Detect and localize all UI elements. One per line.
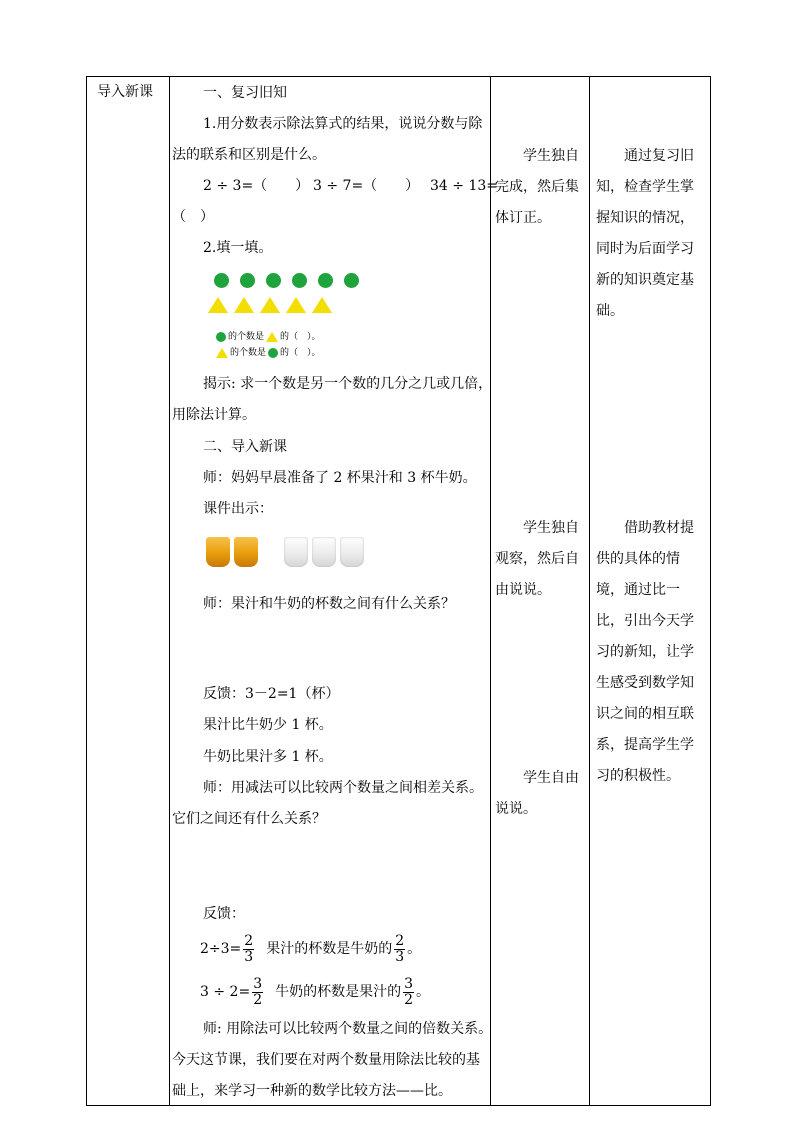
eq2-period: 。 [416,984,431,1000]
new-lesson-heading: 二、导入新课 [203,439,287,455]
eq2-denominator: 2 [253,991,263,1008]
eq1-end-fraction [394,934,405,965]
reveal-line2: 用除法计算。 [172,407,256,423]
courseware-label: 课件出示： [203,501,273,517]
juice-less-line: 果汁比牛奶少 1 杯。 [203,717,333,733]
eq2-end-numerator: 3 [404,975,414,992]
yellow-triangle-icon [234,297,254,313]
feedback-2: 反馈： [203,906,245,922]
eq1-period: 。 [407,941,422,957]
design-intent-cell [590,77,711,1106]
stage-cell [87,77,170,1106]
triangle-row [208,297,338,313]
eq1-denominator: 3 [244,948,254,965]
fill-row-2 [214,346,321,360]
expr-3: 34 ÷ 13= [430,178,498,194]
expr-2: 3 ÷ 7=（ ） [313,178,420,194]
teacher-line-1: 师：妈妈早晨准备了 2 杯果汁和 3 杯牛奶。 [203,470,477,486]
reveal-line1: 揭示: 求一个数是另一个数的几分之几或几倍， [203,376,493,392]
yellow-triangle-icon [216,348,228,358]
milk-cup-icon [340,537,364,567]
juice-cup-icon [206,537,230,567]
green-circle-icon [266,273,281,288]
teacher-line-4b: 今天这节课，我们要在对两个数量用除法比较的基 [172,1052,480,1068]
fill2-text-a: 的个数是 [230,348,267,358]
eq1-prefix: 2÷3= [200,941,242,957]
q1-line2: 法的联系和区别是什么。 [172,147,326,163]
expr-blank: （ ） [172,209,214,225]
circle-row [214,273,370,289]
green-circle-icon [216,332,226,342]
eq2-fraction [252,977,263,1008]
teacher-line-2: 师：果汁和牛奶的杯数之间有什么关系？ [203,596,455,612]
teacher-line-3a: 师：用减法可以比较两个数量之间相差关系。 [203,780,483,796]
design-intent-1: 通过复习旧知，检查学生掌握知识的情况，同时为后面学习新的知识奠定基础。 [596,148,694,319]
yellow-triangle-icon [266,332,278,342]
yellow-triangle-icon [312,297,332,313]
milk-more-line: 牛奶比果汁多 1 杯。 [203,749,333,765]
teacher-line-4c: 础上，来学习一种新的数学比较方法——比。 [172,1083,452,1099]
green-circle-icon [318,273,333,288]
milk-cup-icon [284,537,308,567]
fill1-text-b: 的（ ）。 [280,332,321,342]
lesson-plan-table [86,76,711,1106]
eq1-numerator: 2 [244,932,254,949]
process-cell [170,77,498,1106]
eq2-end-denominator: 2 [404,991,414,1008]
green-circle-icon [240,273,255,288]
feedback-1: 反馈：3－2=1（杯） [203,686,340,702]
green-circle-icon [292,273,307,288]
student-activity-cell [491,77,590,1106]
green-circle-icon [214,273,229,288]
q2-label: 2.填一填。 [203,240,273,256]
student-activity-1: 学生独自完成，然后集体订正。 [495,148,579,226]
fill1-text-a: 的个数是 [228,332,265,342]
yellow-triangle-icon [208,297,228,313]
teacher-line-4a: 师: 用除法可以比较两个数量之间的倍数关系。 [203,1021,493,1037]
eq2-numerator: 3 [253,975,263,992]
eq2-prefix: 3 ÷ 2= [200,984,251,1000]
eq1-text: 果汁的杯数是牛奶的 [266,941,393,957]
design-intent-2: 借助教材提供的具体的情境，通过比一比，引出今天学习的新知，让学生感受到数学知识之间的相互联系，提高学生学习的积极性。 [596,520,694,784]
eq2-end-fraction [403,977,414,1008]
eq1-end-denominator: 3 [395,948,405,965]
yellow-triangle-icon [260,297,280,313]
green-circle-icon [344,273,359,288]
eq1-end-numerator: 2 [395,932,405,949]
equation-1 [200,929,421,969]
fill-row-1 [214,330,321,344]
review-heading: 一、复习旧知 [203,85,287,101]
yellow-triangle-icon [286,297,306,313]
teacher-line-3b: 它们之间还有什么关系？ [172,811,326,827]
expr-1: 2 ÷ 3=（ ） [203,178,310,194]
fill2-text-b: 的（ ）。 [280,348,321,358]
q1-line1: 1.用分数表示除法算式的结果，说说分数与除 [203,116,483,132]
eq1-fraction [243,934,254,965]
eq2-text: 牛奶的杯数是果汁的 [275,984,402,1000]
milk-cup-icon [312,537,336,567]
green-circle-icon [268,348,278,358]
stage-label: 导入新课 [97,84,153,100]
student-activity-3: 学生自由说说。 [495,770,579,817]
juice-cup-icon [234,537,258,567]
student-activity-2: 学生独自观察，然后自由说说。 [495,520,579,598]
equation-2 [200,972,430,1012]
cups-illustration [206,537,368,569]
